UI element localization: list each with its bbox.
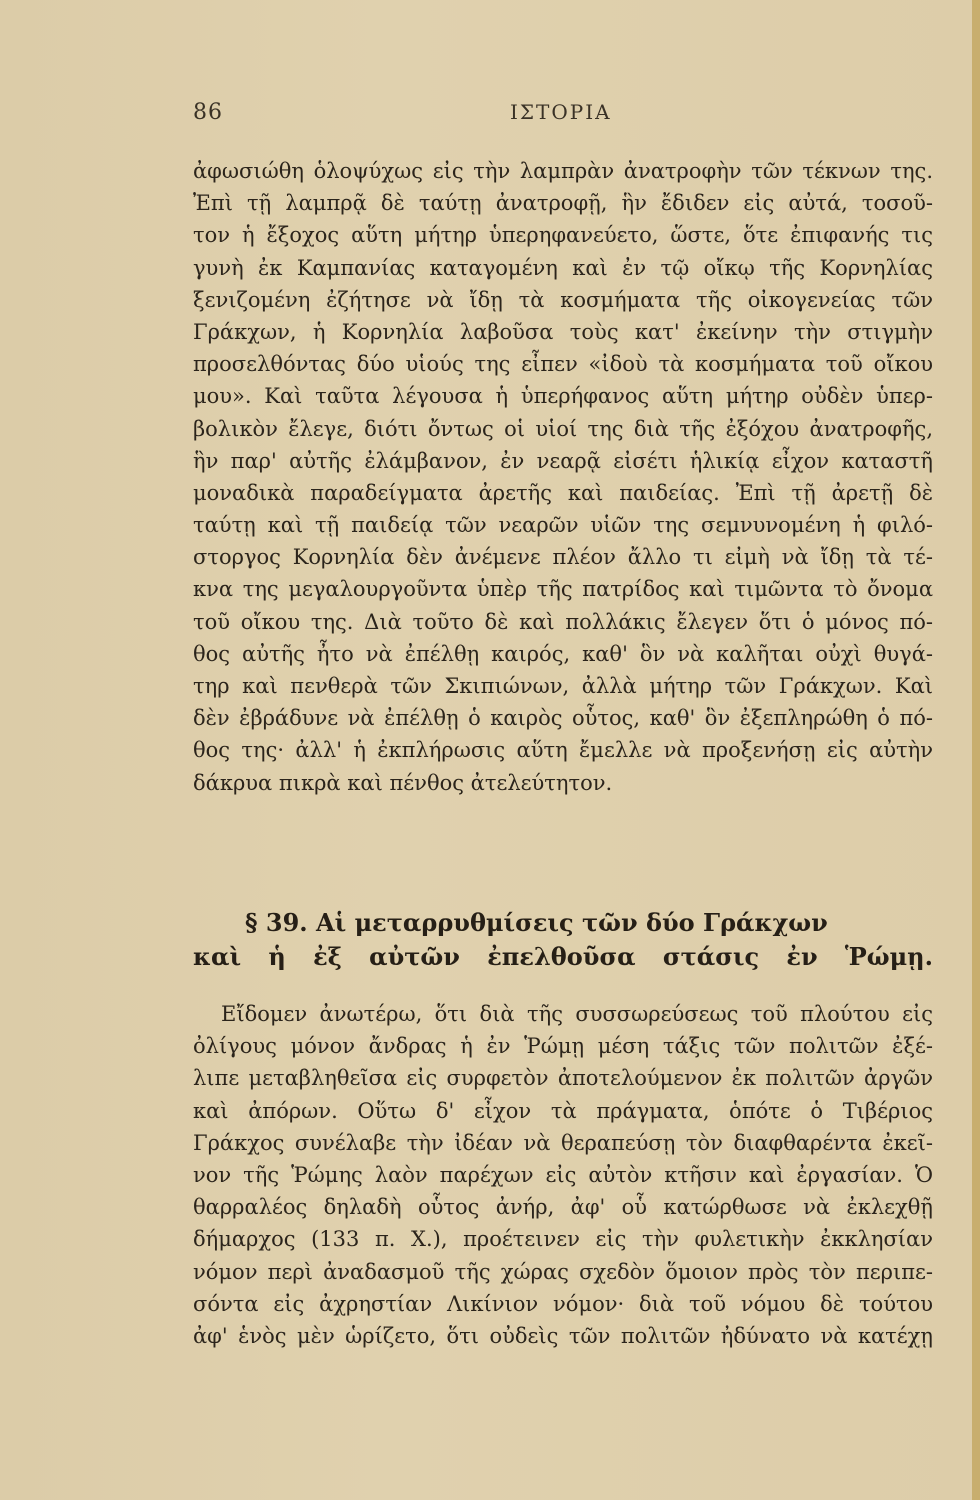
- section-heading-line-2: καὶ ἡ ἐξ αὐτῶν ἐπελθοῦσα στάσις ἐν Ῥώμῃ.: [193, 942, 933, 971]
- text-line: θος της· ἀλλ' ἡ ἐκπλήρωσις αὕτη ἔμελλε νὰ προξενήσῃ εἰς αὐτὴν: [193, 738, 933, 763]
- text-line: μοναδικὰ παραδείγματα ἀρετῆς καὶ παιδείας. Ἐπὶ τῇ ἀρετῇ δὲ: [193, 480, 933, 505]
- text-line: ἀφ' ἑνὸς μὲν ὡρίζετο, ὅτι οὐδεὶς τῶν πολιτῶν ἠδύνατο νὰ κατέχῃ: [193, 1323, 933, 1348]
- text-line: θος αὐτῆς ἦτο νὰ ἐπέλθῃ καιρός, καθ' ὃν νὰ καλῆται οὐχὶ θυγά-: [193, 641, 933, 666]
- text-line: βολικὸν ἔλεγε, διότι ὄντως οἱ υἱοί της διὰ τῆς ἐξόχου ἀνατροφῆς,: [193, 416, 933, 441]
- paragraph-1: [193, 155, 933, 799]
- text-line: Γράκχος συνέλαβε τὴν ἰδέαν νὰ θεραπεύσῃ τὸν διαφθαρέντα ἐκεῖ-: [193, 1130, 933, 1155]
- page-number: 86: [193, 100, 223, 125]
- text-line: Εἴδομεν ἀνωτέρω, ὅτι διὰ τῆς συσσωρεύσεως τοῦ πλούτου εἰς: [221, 1002, 933, 1026]
- text-line: ἀφωσιώθη ὁλοψύχως εἰς τὴν λαμπρὰν ἀνατροφὴν τῶν τέκνων της.: [193, 159, 933, 183]
- text-line: μου». Καὶ ταῦτα λέγουσα ἡ ὑπερήφανος αὕτη μήτηρ οὐδὲν ὑπερ-: [193, 384, 933, 409]
- text-line: δάκρυα πικρὰ καὶ πένθος ἀτελεύτητον.: [193, 770, 613, 795]
- text-line: δὲν ἐβράδυνε νὰ ἐπέλθῃ ὁ καιρὸς οὗτος, καθ' ὃν ἐξεπληρώθη ὁ πό-: [193, 706, 933, 731]
- text-line: καὶ ἀπόρων. Οὕτω δ' εἶχον τὰ πράγματα, ὁπότε ὁ Τιβέριος: [193, 1098, 933, 1123]
- text-line: στοργος Κορνηλία δὲν ἀνέμενε πλέον ἄλλο τι εἰμὴ νὰ ἴδῃ τὰ τέ-: [193, 545, 933, 570]
- text-line: δήμαρχος (133 π. Χ.), προέτεινεν εἰς τὴν φυλετικὴν ἐκκλησίαν: [193, 1227, 933, 1252]
- section-heading: [193, 906, 933, 974]
- text-line: τηρ καὶ πενθερὰ τῶν Σκιπιώνων, ἀλλὰ μήτηρ τῶν Γράκχων. Καὶ: [193, 674, 933, 698]
- text-line: κνα της μεγαλουργοῦντα ὑπὲρ τῆς πατρίδος καὶ τιμῶντα τὸ ὄνομα: [193, 577, 933, 602]
- text-line: Γράκχων, ἡ Κορνηλία λαβοῦσα τοὺς κατ' ἐκείνην τὴν στιγμὴν: [193, 319, 933, 344]
- text-line: Ἐπὶ τῇ λαμπρᾷ δὲ ταύτῃ ἀνατροφῇ, ἣν ἔδιδεν εἰς αὐτά, τοσοῦ-: [193, 191, 933, 216]
- text-line: λιπε μεταβληθεῖσα εἰς συρφετὸν ἀποτελούμενον ἐκ πολιτῶν ἀργῶν: [193, 1066, 933, 1091]
- running-title: ΙΣΤΟΡΙΑ: [510, 100, 612, 124]
- text-line: νόμον περὶ ἀναδασμοῦ τῆς χώρας σχεδὸν ὅμοιον πρὸς τὸν περιπε-: [193, 1259, 933, 1284]
- text-line: ἣν παρ' αὐτῆς ἐλάμβανον, ἐν νεαρᾷ εἰσέτι ἡλικίᾳ εἶχον καταστῆ: [193, 448, 933, 473]
- text-line: τοῦ οἴκου της. Διὰ τοῦτο δὲ καὶ πολλάκις ἔλεγεν ὅτι ὁ μόνος πό-: [193, 609, 933, 634]
- paragraph-2: [193, 998, 933, 1352]
- text-line: ξενιζομένη ἐζήτησε νὰ ἴδῃ τὰ κοσμήματα τῆς οἰκογενείας τῶν: [193, 287, 933, 312]
- page-edge: [972, 0, 980, 1500]
- text-line: νον τῆς Ῥώμης λαὸν παρέχων εἰς αὐτὸν κτῆσιν καὶ ἐργασίαν. Ὁ: [193, 1162, 933, 1187]
- text-line: σόντα εἰς ἀχρηστίαν Λικίνιον νόμον· διὰ τοῦ νόμου δὲ τούτου: [193, 1291, 933, 1316]
- text-line: θαρραλέος δηλαδὴ οὗτος ἀνήρ, ἀφ' οὗ κατώρθωσε νὰ ἐκλεχθῇ: [193, 1195, 933, 1220]
- text-line: ὀλίγους μόνον ἄνδρας ἡ ἐν Ῥώμῃ μέση τάξις τῶν πολιτῶν ἐξέ-: [193, 1034, 933, 1059]
- text-line: τον ἡ ἔξοχος αὕτη μήτηρ ὑπερηφανεύετο, ὥστε, ὅτε ἐπιφανής τις: [193, 223, 933, 248]
- page-header: [0, 100, 972, 134]
- section-heading-line-1: § 39. Αἱ μεταρρυθμίσεις τῶν δύο Γράκχων: [245, 908, 828, 937]
- text-line: γυνὴ ἐκ Καμπανίας καταγομένη καὶ ἐν τῷ οἴκῳ τῆς Κορνηλίας: [193, 255, 933, 280]
- text-line: προσελθόντας δύο υἱούς της εἶπεν «ἰδοὺ τὰ κοσμήματα τοῦ οἴκου: [193, 352, 933, 377]
- text-line: ταύτῃ καὶ τῇ παιδείᾳ τῶν νεαρῶν υἱῶν της σεμνυνομένη ἡ φιλό-: [193, 513, 933, 538]
